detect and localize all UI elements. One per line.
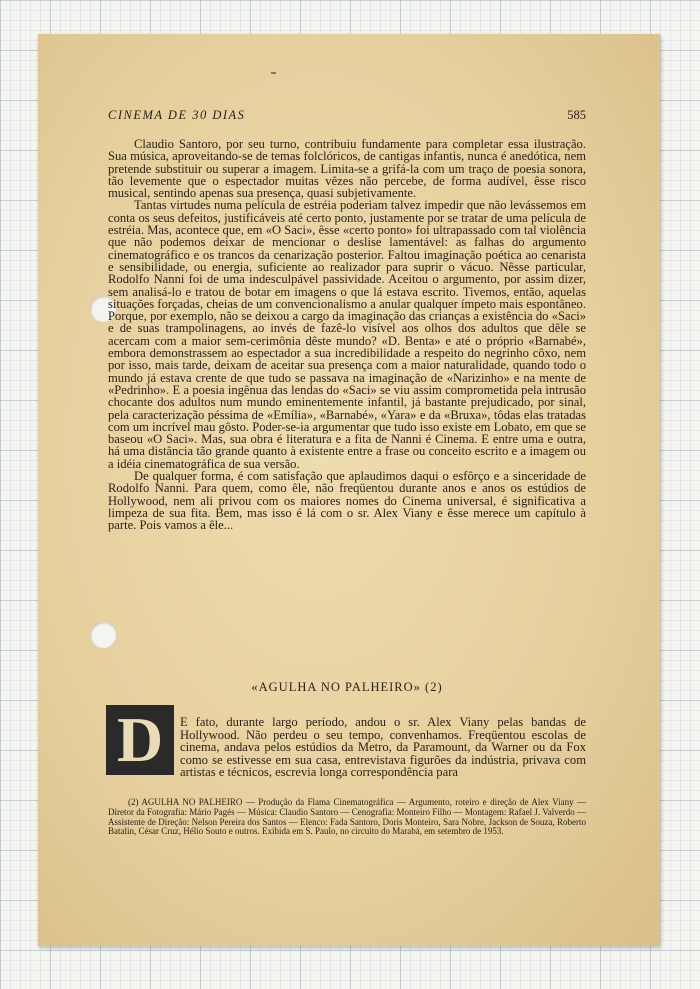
paragraph: De qualquer forma, é com satisfação que aplaudimos daqui o esfôrço e a sinceridade de Rodolfo Nanni. Para quem, como êle, não freqüentou durante anos e anos os estúdios de Hollywood, nem ali privou com os maiores nomes do Cinema universal, é significativa a limpeza de sua fita. Bem, mas isso é lá com o sr. Alex Viany e êsse merece um capítulo à parte. Pois vamos a êle... bbox=[108, 469, 586, 533]
punch-hole bbox=[90, 622, 116, 648]
running-title: CINEMA DE 30 DIAS bbox=[108, 108, 246, 122]
page-number: 585 bbox=[567, 108, 586, 122]
dropcap-letter: D bbox=[116, 704, 164, 775]
section-text: E fato, durante largo período, andou o sr. Alex Viany pelas bandas de Hollywood. Não perdeu o seu tempo, convenhamos. Freqüentou escolas de cinema, andava pelos estúdios da Metro, da Paramount, da Warner ou da Fox como se estivesse em sua casa, entrevistava figurões da indústria, privava com artistas e técnicos, escrevia longa correspondência para bbox=[180, 715, 586, 780]
section-body bbox=[108, 716, 586, 779]
body-text bbox=[108, 138, 586, 532]
section-title: «AGULHA NO PALHEIRO» (2) bbox=[251, 680, 443, 694]
paragraph: Tantas virtudes numa película de estréia poderiam talvez impedir que não levássemos em conta os seus defeitos, justificáveis até certo ponto, justamente por se tratar de uma película de estréia. Mas, acontece que, em «O Saci», êsse «certo ponto» foi ultrapassado com tal violência que não podemos deixar de mencionar o deslise lamentável: as falhas do argumento cinematográfico e os trancos da cenarização posterior. Faltou imaginação poética ao cenarista e sensibilidade, ou energia, suficiente ao realizador para suprir o vácuo. Nêsse particular, Rodolfo Nanni foi de uma indesculpável passividade. Aceitou o argumento, por assim dizer, sem analisá-lo e tratou de botar em imagens o que lá estava escrito. Tivemos, então, aquelas situações forçadas, cheias de um convencionalismo a anular qualquer ímpeto mais espontâneo. Porque, por exemplo, não se deixou a cargo da imaginação das crianças a existência do «Saci» e de suas trampolinagens, ao invés de fazê-lo visível aos olhos dos adultos que dêle se acercam com a maior sem-cerimônia dêste mundo? «D. Benta» e até o próprio «Barnabé», embora demonstrassem ao espectador a sua incredibilidade a respeito do negrinho côxo, nem por isso, mais tarde, deixam de aceitar sua presença com a maior naturalidade, quando todo o mundo já estava crente de que tudo se passava na imaginação de «Narizinho» e na mente de «Pedrinho». E a poesia ingênua das lendas do «Saci» se viu assim comprometida pela intrusão chocante dos adultos num mundo eminentemente infantil, já bastante prejudicado, por sinal, pela caracterização péssima de «Emília», «Barnabé», «Yara» e da «Bruxa», tôdas elas tratadas com um incrível mau gôsto. Poder-se-ia argumentar que tudo isso existe em Lobato, em que se baseou «O Saci». Mas, sua obra é literatura e a fita de Nanni é Cinema. E entre uma e outra, há uma distância tão grande quanto à existente entre a frase ou conceito escrito e a imagem ou a idéia cinematográfica de sua versão. bbox=[108, 198, 586, 471]
page-header bbox=[108, 108, 586, 126]
footnote: (2) AGULHA NO PALHEIRO — Produção da Flama Cinematográfica — Argumento, roteiro e direção de Alex Viany — Diretor da Fotografia: Mário Pagés — Música: Claudio Santoro — Cenografia: Monteiro Filho — Montagem: Rafael J. Valverdo — Assistente de Direção: Nelson Pereira dos Santos — Elenco: Fada Santoro, Doris Monteiro, Sara Nobre, Jackson de Souza, Roberto Batalin, César Cruz, Hélio Souto e outros. Exibida em S. Paulo, no circuito do Marabá, em setembro de 1953. bbox=[108, 797, 586, 837]
book-page bbox=[38, 34, 660, 946]
print-mark bbox=[271, 72, 276, 74]
dropcap-space bbox=[108, 716, 180, 776]
paragraph: Claudio Santoro, por seu turno, contribuiu fundamente para completar essa ilustração. Sua música, aproveitando-se de temas folclóricos, de cantigas infantis, nunca é anedótica, nem pretende substituir ou superar a imagem. Limita-se a grifá-la com um traço de poesia sonora, tão levemente que o espectador muitas vêzes não percebe, de forma audível, êsse risco musical, sentindo apenas sua presença, quasi subjetivamente. bbox=[108, 137, 586, 201]
